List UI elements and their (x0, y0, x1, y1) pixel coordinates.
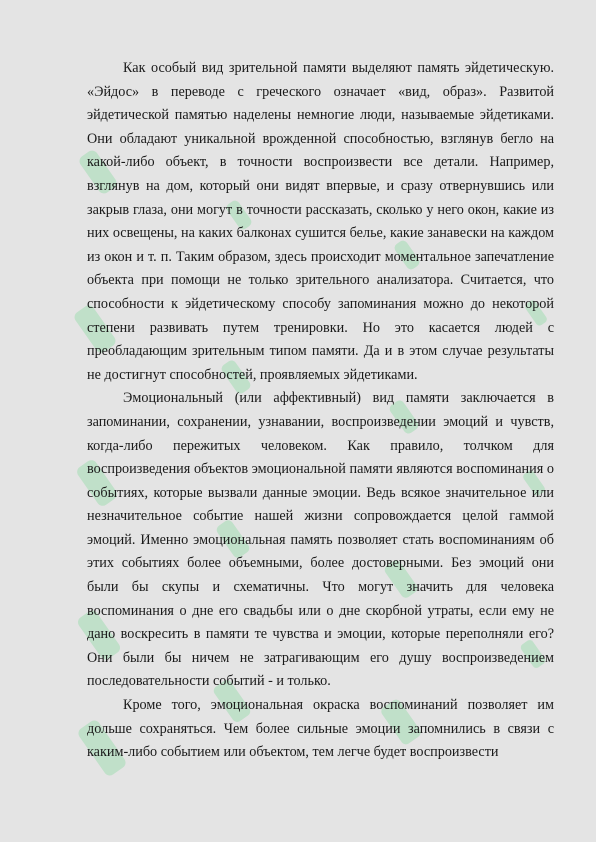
paragraph-eidetic-memory: Как особый вид зрительной памяти выделяют память эйдетическую. «Эйдос» в переводе с греческого означает «вид, образ». Развитой эйдетической памятью наделены немногие люди, называемые эйдетиками. Они обладают уникальной врожденной способностью, взглянув бегло на какой-либо объект, в точности воспроизвести все детали. Например, взглянув на дом, который они видят впервые, и сразу отвернувшись или закрыв глаза, они могут в точности рассказать, сколько у него окон, какие из них освещены, на каких балконах сушится белье, какие занавески на каждом из окон и т. п. Таким образом, здесь происходит моментальное запечатление объекта при помощи не только зрительного анализатора. Считается, что способности к эйдетическому способу запоминания можно до некоторой степени развивать путем тренировки. Но это касается людей с преобладающим зрительным типом памяти. Да и в этом случае результаты не достигнут способностей, проявляемых эйдетиками. (87, 60, 554, 383)
paragraph-emotional-coloring: Кроме того, эмоциональная окраска воспоминаний позволяет им дольше сохраняться. Чем более сильные эмоции запомнились в связи с каким-либо событием или объектом, тем легче будет воспроизвести (87, 697, 554, 761)
body-text (87, 57, 554, 765)
paragraph-emotional-memory: Эмоциональный (или аффективный) вид памяти заключается в запоминании, сохранении, узнавании, воспроизведении эмоций и чувств, когда-либо пережитых человеком. Как правило, толчком для воспроизведения объектов эмоциональной памяти являются воспоминания о событиях, которые вызвали данные эмоции. Ведь всякое значительное или незначительное событие нашей жизни сопровождается целой гаммой эмоций. Именно эмоциональная память позволяет стать воспоминаниям об этих событиях более объемными, более достоверными. Без эмоций они были бы скупы и схематичны. Что могут значить для человека воспоминания о дне его свадьбы или о дне скорбной утраты, если ему не дано воскресить в памяти те чувства и эмоции, которые переполняли его? Они были бы ничем не затрагивающим его душу воспроизведением последовательности событий - и только. (87, 390, 554, 690)
